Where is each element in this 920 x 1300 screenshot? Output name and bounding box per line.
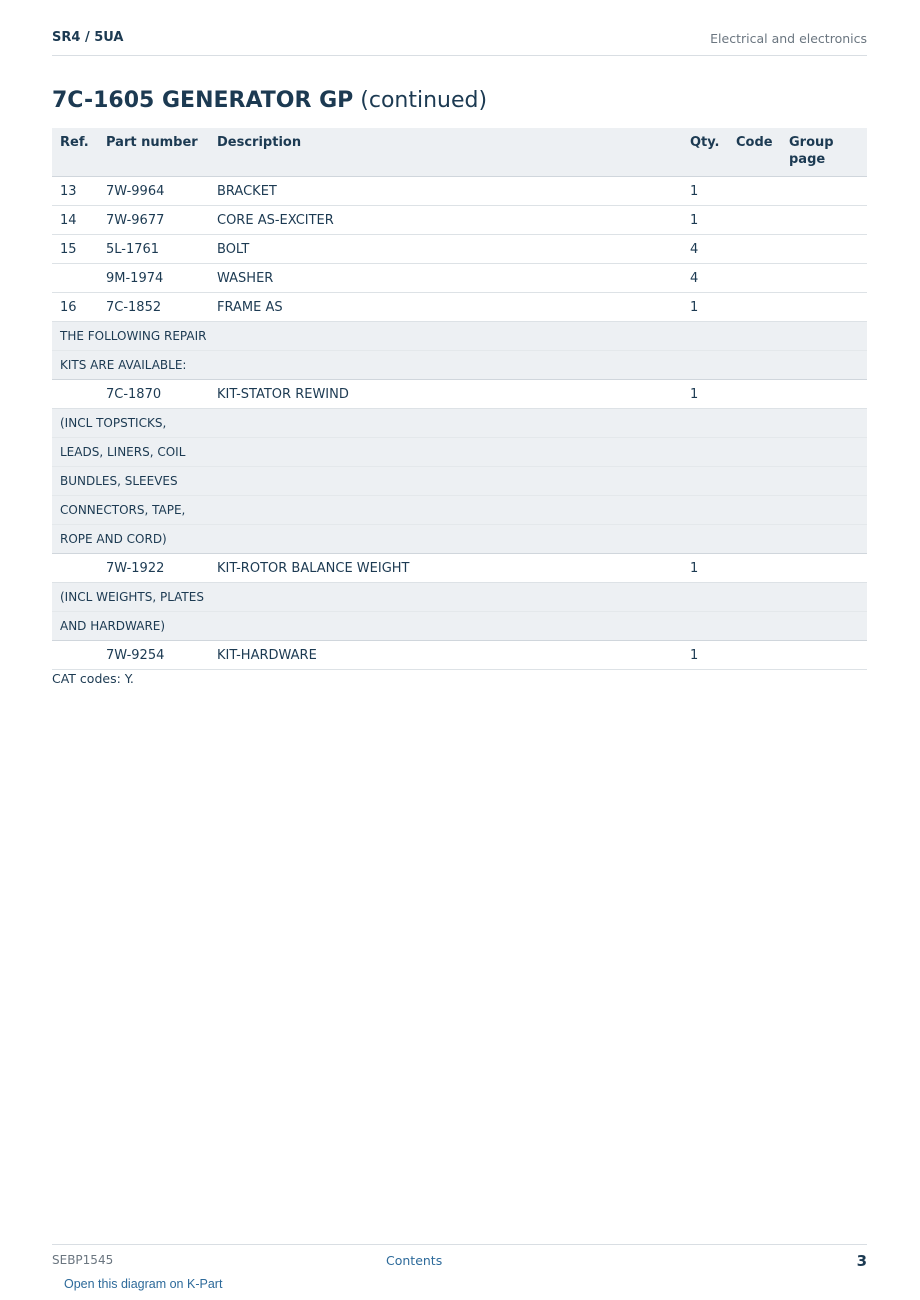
ref-cell: 14 (52, 206, 98, 235)
table-row (52, 206, 867, 235)
note-text: (INCL WEIGHTS, PLATES (52, 583, 867, 612)
ref-cell: 13 (52, 177, 98, 206)
qty-cell: 4 (682, 235, 728, 264)
group-page-cell (781, 380, 867, 409)
col-header-code: Code (728, 128, 781, 177)
description-cell: FRAME AS (209, 293, 682, 322)
col-header-description: Description (209, 128, 682, 177)
group-page-cell (781, 641, 867, 670)
cat-codes: CAT codes: Y. (52, 671, 134, 686)
part-number-cell: 5L-1761 (98, 235, 209, 264)
col-header-part-number: Part number (98, 128, 209, 177)
group-page-cell (781, 235, 867, 264)
note-text: ROPE AND CORD) (52, 525, 867, 554)
model-label: SR4 / 5UA (52, 30, 124, 45)
group-page-cell (781, 264, 867, 293)
table-row (52, 293, 867, 322)
qty-cell: 1 (682, 554, 728, 583)
qty-cell: 1 (682, 177, 728, 206)
table-header-row (52, 128, 867, 177)
note-text: KITS ARE AVAILABLE: (52, 351, 867, 380)
table-row (52, 641, 867, 670)
code-cell (728, 235, 781, 264)
part-number-cell: 7W-1922 (98, 554, 209, 583)
qty-cell: 4 (682, 264, 728, 293)
note-row (52, 496, 867, 525)
page-title (52, 88, 487, 113)
part-number-cell: 7W-9964 (98, 177, 209, 206)
code-cell (728, 264, 781, 293)
note-row (52, 322, 867, 351)
document-id: SEBP1545 (52, 1253, 114, 1267)
code-cell (728, 177, 781, 206)
note-text: THE FOLLOWING REPAIR (52, 322, 867, 351)
section-label: Electrical and electronics (710, 31, 867, 46)
group-page-cell (781, 206, 867, 235)
part-number-cell: 7C-1870 (98, 380, 209, 409)
part-number-cell: 9M-1974 (98, 264, 209, 293)
table-row (52, 235, 867, 264)
qty-cell: 1 (682, 380, 728, 409)
title-main: 7C-1605 GENERATOR GP (52, 88, 354, 113)
footer-divider (52, 1244, 867, 1245)
ref-cell (52, 641, 98, 670)
group-page-cell (781, 293, 867, 322)
description-cell: CORE AS-EXCITER (209, 206, 682, 235)
note-row (52, 409, 867, 438)
col-header-qty (682, 128, 728, 177)
contents-link[interactable]: Contents (386, 1253, 443, 1268)
note-row (52, 351, 867, 380)
note-text: AND HARDWARE) (52, 612, 867, 641)
code-cell (728, 641, 781, 670)
note-row (52, 525, 867, 554)
note-text: CONNECTORS, TAPE, (52, 496, 867, 525)
note-row (52, 438, 867, 467)
title-suffix: (continued) (360, 88, 488, 113)
table-row (52, 264, 867, 293)
qty-cell: 1 (682, 293, 728, 322)
ref-cell: 15 (52, 235, 98, 264)
col-header-ref: Ref. (52, 128, 98, 177)
description-cell: WASHER (209, 264, 682, 293)
col-header-qty-label: Qty. (690, 135, 720, 150)
code-cell (728, 554, 781, 583)
description-cell: KIT-ROTOR BALANCE WEIGHT (209, 554, 682, 583)
code-cell (728, 293, 781, 322)
ref-cell (52, 264, 98, 293)
note-row (52, 583, 867, 612)
qty-cell: 1 (682, 206, 728, 235)
description-cell: BOLT (209, 235, 682, 264)
col-header-group-page: Group page (781, 128, 867, 177)
description-cell: KIT-HARDWARE (209, 641, 682, 670)
ref-cell: 16 (52, 293, 98, 322)
qty-cell: 1 (682, 641, 728, 670)
part-number-cell: 7C-1852 (98, 293, 209, 322)
parts-table (52, 128, 867, 670)
page-number: 3 (856, 1252, 867, 1270)
part-number-cell: 7W-9677 (98, 206, 209, 235)
description-cell: BRACKET (209, 177, 682, 206)
code-cell (728, 380, 781, 409)
group-page-cell (781, 177, 867, 206)
note-text: (INCL TOPSTICKS, (52, 409, 867, 438)
part-number-cell: 7W-9254 (98, 641, 209, 670)
table-row (52, 554, 867, 583)
table-row (52, 380, 867, 409)
ref-cell (52, 554, 98, 583)
code-cell (728, 206, 781, 235)
parts-table-body (52, 177, 867, 670)
note-row (52, 612, 867, 641)
description-cell: KIT-STATOR REWIND (209, 380, 682, 409)
note-row (52, 467, 867, 496)
page-header (52, 28, 867, 56)
table-row (52, 177, 867, 206)
note-text: BUNDLES, SLEEVES (52, 467, 867, 496)
ref-cell (52, 380, 98, 409)
group-page-cell (781, 554, 867, 583)
note-text: LEADS, LINERS, COIL (52, 438, 867, 467)
kpart-diagram-link[interactable]: Open this diagram on K-Part (64, 1277, 223, 1291)
